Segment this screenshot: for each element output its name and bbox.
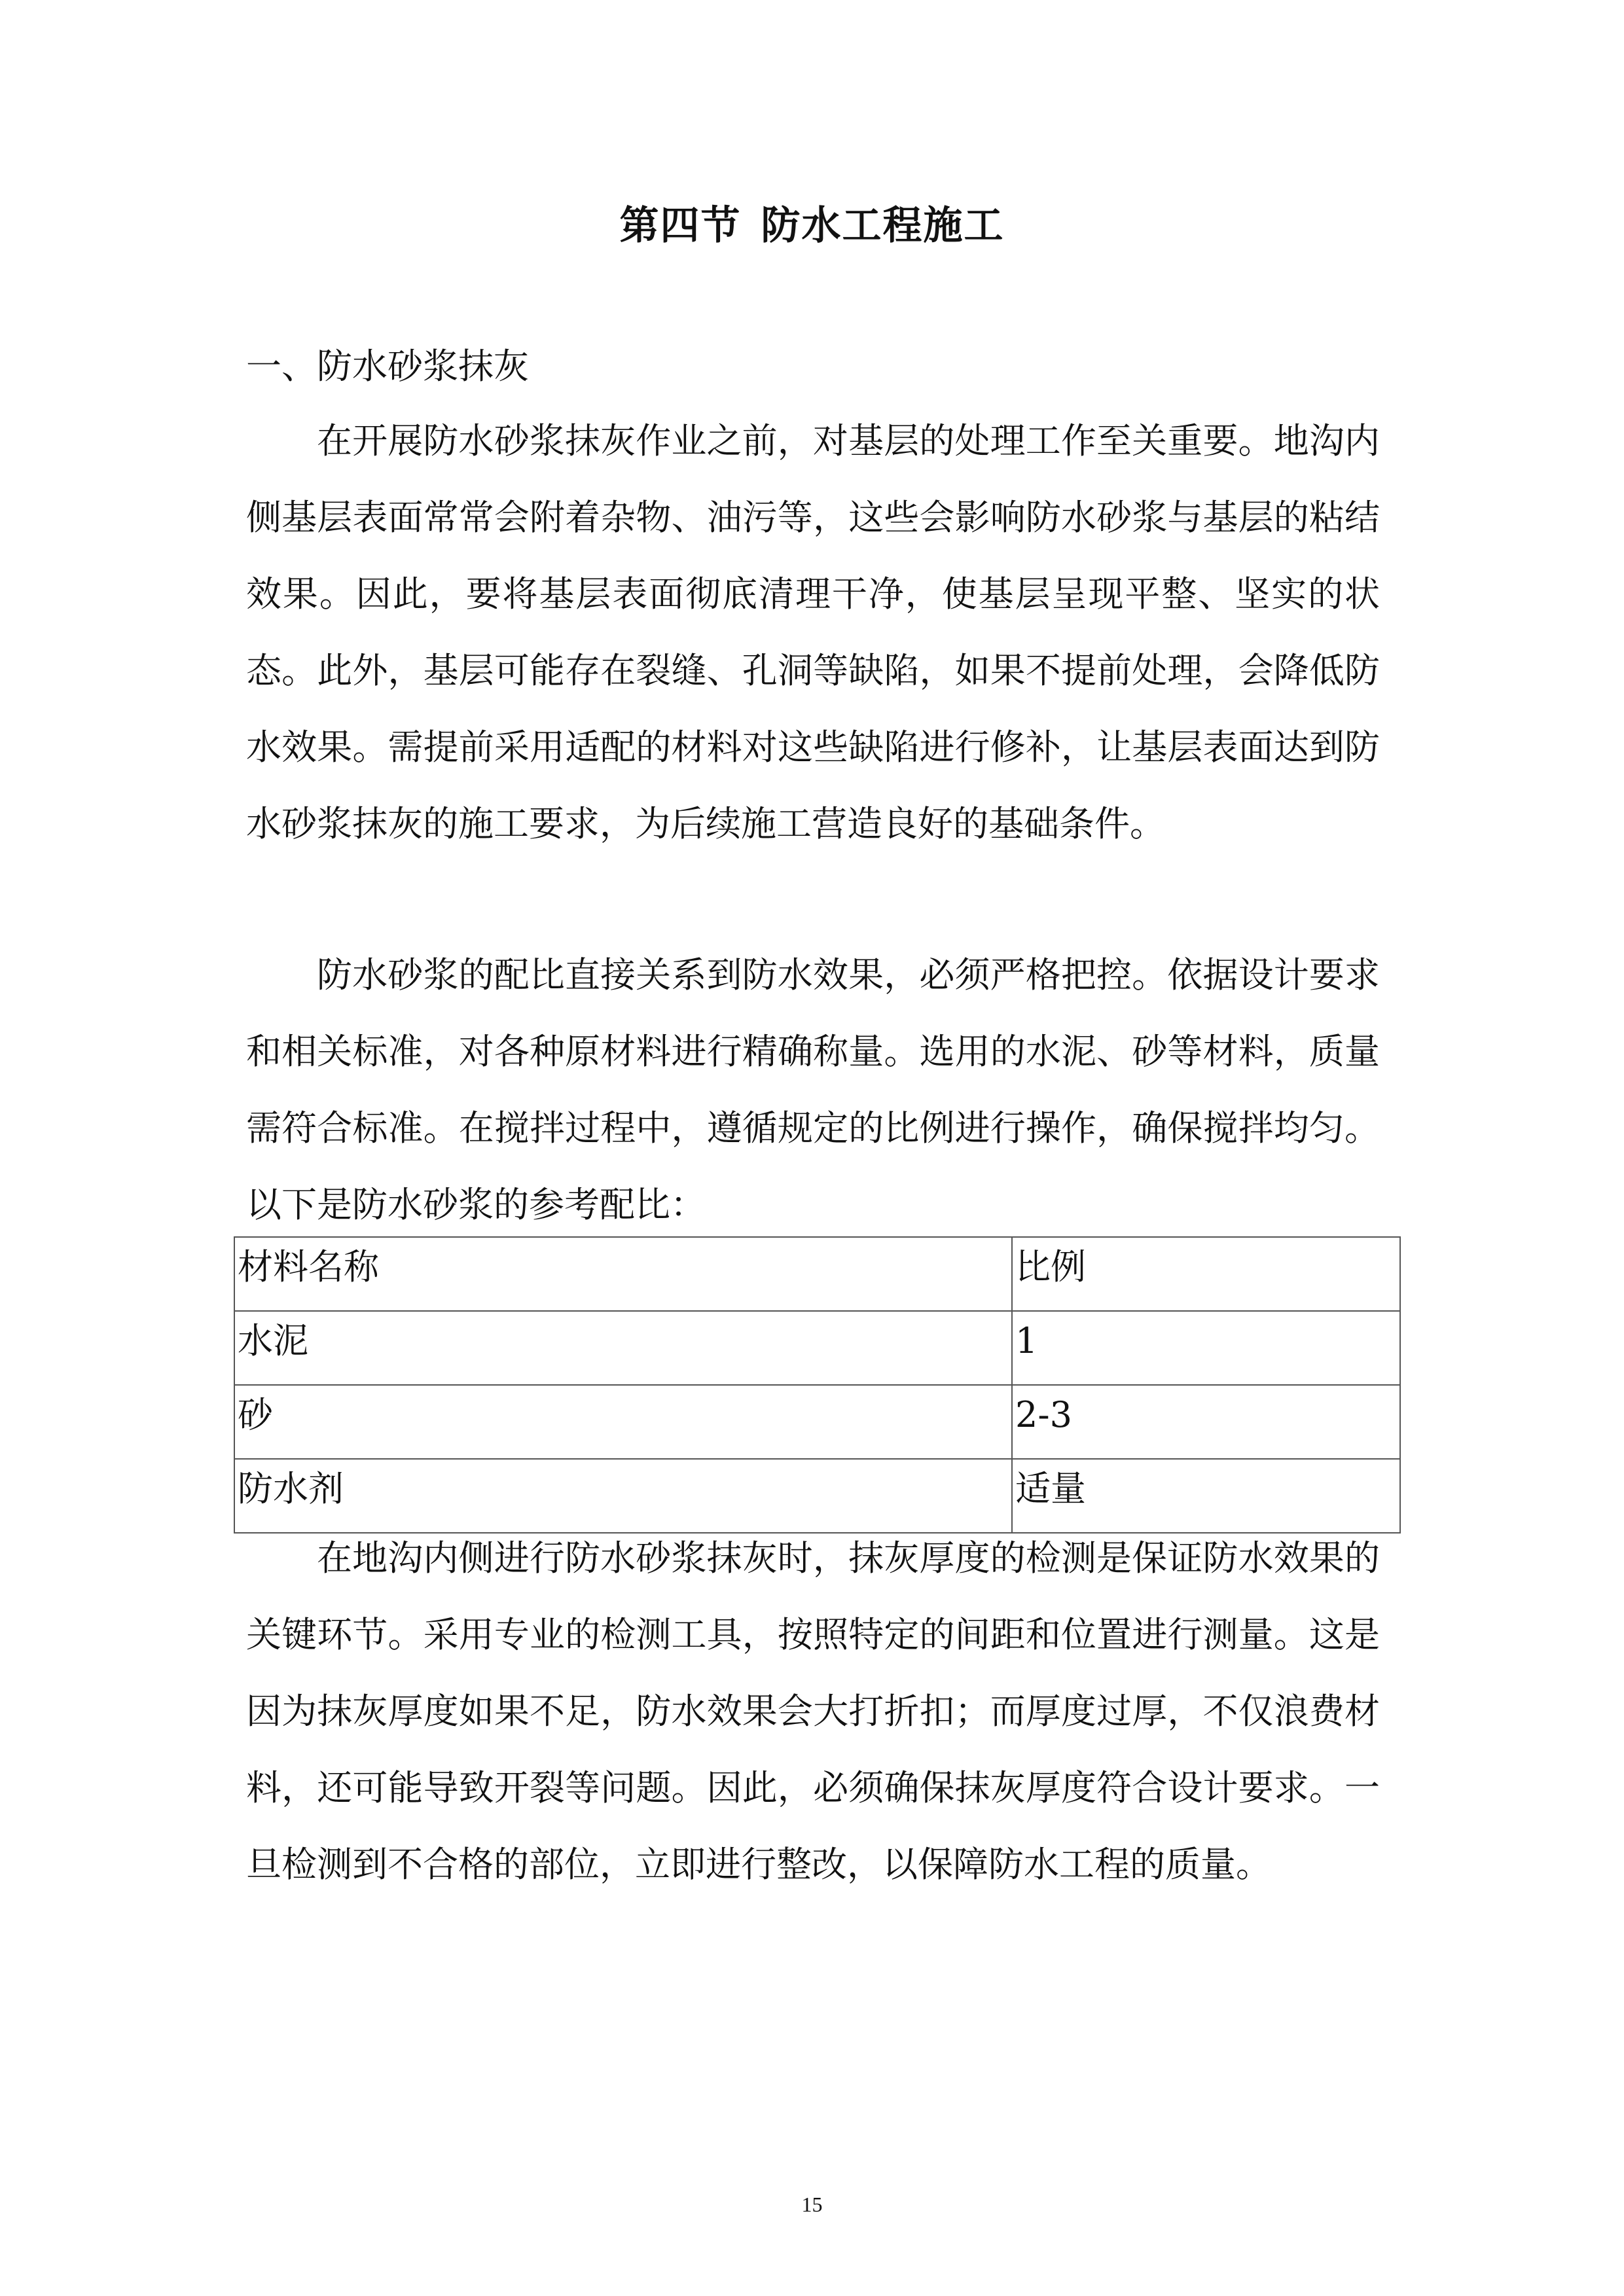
table-cell-ratio: 2-3: [1012, 1385, 1400, 1459]
subsection-heading: 一、防水砂浆抹灰: [246, 346, 529, 387]
paragraph-base-preparation: 在开展防水砂浆抹灰作业之前，对基层的处理工作至关重要。地沟内侧基层表面常常会附着杂物、油污等，这些会影响防水砂浆与基层的粘结效果。因此，要将基层表面彻底清理干净，使基层呈现平整、坚实的状态。此外，基层可能存在裂缝、孔洞等缺陷，如果不提前处理，会降低防水效果。需提前采用适配的材料对这些缺陷进行修补，让基层表面达到防水砂浆抹灰的施工要求，为后续施工营造良好的基础条件。: [246, 420, 1380, 844]
table-cell-material: 防水剂: [234, 1459, 1012, 1533]
table-cell-material: 水泥: [234, 1311, 1012, 1385]
page-number: 15: [801, 2193, 823, 2216]
mix-ratio-table: [234, 1236, 1401, 1534]
table-header-cell: 比例: [1012, 1237, 1400, 1311]
table-cell-material: 砂: [234, 1385, 1012, 1459]
section-title: [0, 196, 1624, 255]
table-header-cell: 材料名称: [234, 1237, 1012, 1311]
paragraph-block-3: [246, 1520, 1380, 1903]
section-title-text: 防水工程施工: [761, 203, 1005, 249]
table-cell-ratio: 1: [1012, 1311, 1400, 1385]
table-header-row: [234, 1237, 1400, 1311]
paragraph-block-1: [246, 403, 1380, 862]
paragraph-block-2: [246, 937, 1380, 1243]
paragraph-thickness-check: 在地沟内侧进行防水砂浆抹灰时，抹灰厚度的检测是保证防水效果的关键环节。采用专业的检测工具，按照特定的间距和位置进行测量。这是因为抹灰厚度如果不足，防水效果会大打折扣；而厚度过厚，不仅浪费材料，还可能导致开裂等问题。因此，必须确保抹灰厚度符合设计要求。一旦检测到不合格的部位，立即进行整改，以保障防水工程的质量。: [246, 1537, 1380, 1885]
section-label: 第四节: [619, 203, 742, 249]
paragraph-mix-ratio: 防水砂浆的配比直接关系到防水效果，必须严格把控。依据设计要求和相关标准，对各种原材料进行精确称量。选用的水泥、砂等材料，质量需符合标准。在搅拌过程中，遵循规定的比例进行操作，确保搅拌均匀。以下是防水砂浆的参考配比：: [246, 954, 1380, 1225]
table-cell-ratio: 适量: [1012, 1459, 1400, 1533]
table-row: [234, 1385, 1400, 1459]
table-row: [234, 1311, 1400, 1385]
